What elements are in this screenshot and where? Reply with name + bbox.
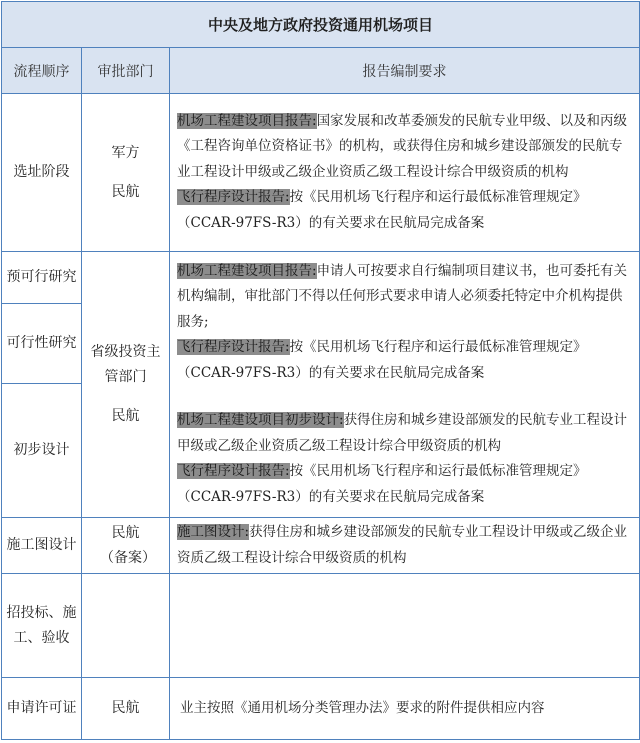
stage-cell-construction-drawing: 施工图设计: [2, 518, 82, 574]
requirement-text: 获得住房和城乡建设部颁发的民航专业工程设计甲级或乙级企业资质乙级工程设计综合甲级资质的机构: [177, 412, 628, 454]
table-title: 中央及地方政府投资通用机场项目: [2, 2, 640, 48]
requirement-text: 获得住房和城乡建设部颁发的民航专业工程设计甲级或乙级企业资质乙级工程设计综合甲级资质的机构: [177, 524, 628, 566]
stage-cell-feasibility: 可行性研究: [2, 304, 82, 384]
highlight-label: 飞行程序设计报告:: [177, 339, 290, 356]
stage-cell-site: 选址阶段: [2, 94, 82, 252]
dept-civil-aviation: 民航: [111, 183, 140, 200]
stage-cell-permit: 申请许可证: [2, 678, 82, 740]
table-row: [2, 94, 640, 252]
highlight-label: 机场工程建设项目报告:: [177, 262, 317, 279]
stage-cell-preliminary: 初步设计: [2, 384, 82, 518]
requirement-text: 按《民用机场飞行程序和运行最低标准管理规定》（CCAR-97FS-R3）的有关要求在民航局完成备案: [177, 189, 587, 231]
dept-cell-construction: 民航（备案）: [82, 518, 170, 574]
dept-cell-bidding: [82, 574, 170, 678]
requirements-cell-site: [170, 94, 640, 252]
table-row: [2, 518, 640, 574]
requirements-cell-construction: [170, 518, 640, 574]
requirements-cell-bidding: [170, 574, 640, 678]
highlight-label: 机场工程建设项目报告:: [177, 112, 317, 129]
requirements-cell-middle: [170, 252, 640, 518]
requirement-text: 国家发展和改革委颁发的民航专业甲级、以及和丙级《工程咨询单位资格证书》的机构，或获得住房和城乡建设部颁发的民航专业工程设计甲级或乙级企业资质乙级工程设计综合甲级资质的机构: [177, 112, 628, 180]
stage-cell-bidding: 招投标、施工、验收: [2, 574, 82, 678]
dept-cell-site: [82, 94, 170, 252]
requirement-text: 按《民用机场飞行程序和运行最低标准管理规定》（CCAR-97FS-R3）的有关要求在民航局完成备案: [177, 463, 587, 505]
airport-project-table: [1, 1, 640, 740]
requirements-cell-permit: 业主按照《通用机场分类管理办法》要求的附件提供相应内容: [170, 678, 640, 740]
dept-cell-permit: 民航: [82, 678, 170, 740]
dept-cell-middle: [82, 252, 170, 518]
table-row: [2, 678, 640, 740]
requirement-text: 按《民用机场飞行程序和运行最低标准管理规定》（CCAR-97FS-R3）的有关要求在民航局完成备案: [177, 339, 587, 381]
highlight-label: 施工图设计:: [177, 524, 250, 540]
highlight-label: 飞行程序设计报告:: [177, 463, 290, 480]
dept-civil-aviation: 民航: [111, 408, 140, 424]
dept-provincial: 省级投资主管部门: [90, 344, 161, 385]
highlight-label: 机场工程建设项目初步设计:: [177, 412, 344, 429]
header-stage: 流程顺序: [2, 48, 82, 94]
table-row: [2, 574, 640, 678]
requirement-text: 申请人可按要求自行编制项目建议书，也可委托有关机构编制，审批部门不得以任何形式要求申请人必须委托特定中介机构提供服务;: [177, 262, 628, 330]
table-row: [2, 252, 640, 304]
header-requirements: 报告编制要求: [170, 48, 640, 94]
dept-military: 军方: [111, 144, 140, 161]
stage-cell-prefeasibility: 预可行研究: [2, 252, 82, 304]
highlight-label: 飞行程序设计报告:: [177, 189, 290, 206]
header-dept: 审批部门: [82, 48, 170, 94]
